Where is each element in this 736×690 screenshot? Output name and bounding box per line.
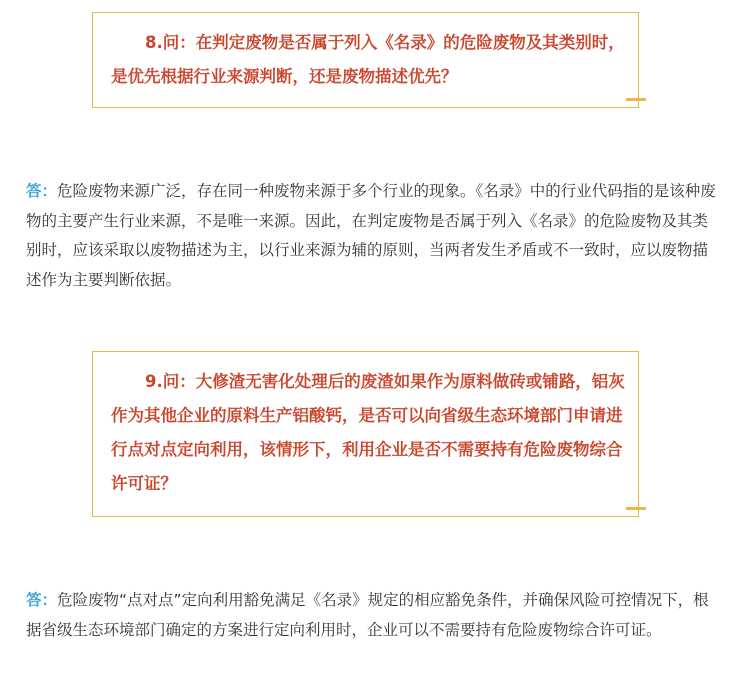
question-8-corner-accent xyxy=(626,98,646,101)
answer-9-label: 答： xyxy=(26,591,58,609)
question-9-corner-accent xyxy=(626,507,646,510)
question-8-text: 8.问：在判定废物是否属于列入《名录》的危险废物及其类别时，是优先根据行业来源判断，还是废物描述优先？ xyxy=(111,33,625,86)
answer-9-text: 危险废物“点对点”定向利用豁免满足《名录》规定的相应豁免条件，并确保风险可控情况下，根据省级生态环境部门确定的方案进行定向利用时，企业可以不需要持有危险废物综合许可证。 xyxy=(26,591,709,639)
answer-8 xyxy=(26,177,716,295)
answer-8-label: 答： xyxy=(26,182,58,200)
question-8-box xyxy=(92,12,639,108)
question-9-text: 9.问：大修渣无害化处理后的废渣如果作为原料做砖或铺路，铝灰作为其他企业的原料生产铝酸钙，是否可以向省级生态环境部门申请进行点对点定向利用，该情形下，利用企业是否不需要持有危险废物综合许可证？ xyxy=(111,372,625,493)
answer-8-text: 危险废物来源广泛，存在同一种废物来源于多个行业的现象。《名录》中的行业代码指的是该种废物的主要产生行业来源，不是唯一来源。因此，在判定废物是否属于列入《名录》的危险废物及其类别时，应该采取以废物描述为主，以行业来源为辅的原则，当两者发生矛盾或不一致时，应以废物描述作为主要判断依据。 xyxy=(26,182,716,289)
answer-9 xyxy=(26,586,716,645)
question-9-box xyxy=(92,351,639,517)
